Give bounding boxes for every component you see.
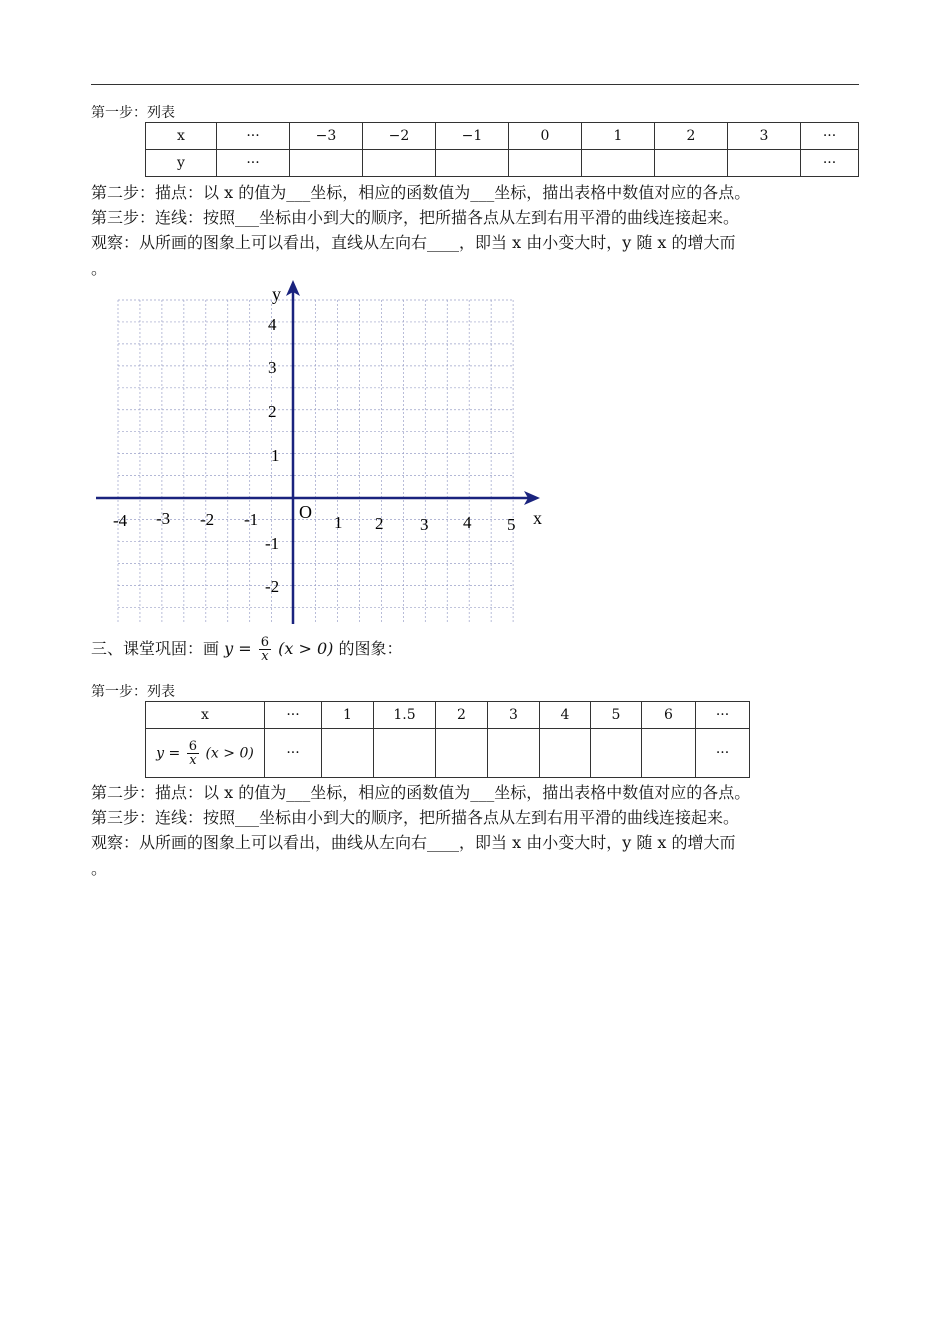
table-cell: 0 bbox=[509, 123, 582, 150]
table-cell: ··· bbox=[265, 729, 322, 778]
heading-y: y bbox=[224, 639, 234, 658]
heading-prefix: 三、课堂巩固：画 bbox=[91, 639, 220, 658]
frac-denominator: x bbox=[261, 649, 269, 664]
table-cell: 2 bbox=[655, 123, 728, 150]
y-tick-label: 2 bbox=[268, 402, 277, 421]
table-cell: ··· bbox=[801, 123, 859, 150]
table-row bbox=[146, 702, 750, 729]
table-cell: x bbox=[146, 702, 265, 729]
table-cell: y bbox=[146, 150, 217, 177]
table-row bbox=[146, 729, 750, 778]
x-tick-label: 2 bbox=[375, 514, 384, 533]
x-tick-label: 4 bbox=[463, 513, 472, 532]
x-axis-label: x bbox=[533, 508, 542, 528]
step2-text: 第二步：描点：以 x 的值为___坐标，相应的函数值为___坐标，描出表格中数值对应的各点。 bbox=[91, 183, 751, 202]
table-cell bbox=[436, 729, 488, 778]
heading-suffix: 的图象： bbox=[338, 639, 403, 658]
heading-eq: = bbox=[238, 639, 252, 658]
observe-text: 观察：从所画的图象上可以看出，直线从左向右____，即当 x 由小变大时，y 随 x 的增大而 bbox=[91, 233, 736, 252]
table-cell bbox=[322, 729, 374, 778]
origin-label: O bbox=[299, 502, 312, 522]
x-tick-label: 3 bbox=[420, 515, 429, 534]
table-cell bbox=[488, 729, 540, 778]
y-tick-label: 1 bbox=[271, 446, 280, 465]
step1-label: 第一步：列表 bbox=[91, 105, 175, 121]
table-cell: 5 bbox=[591, 702, 642, 729]
gridlines bbox=[118, 300, 513, 624]
observe-text: 观察：从所画的图象上可以看出，曲线从左向右____，即当 x 由小变大时，y 随 x 的增大而 bbox=[91, 833, 736, 852]
table-cell bbox=[642, 729, 696, 778]
table-cell: 4 bbox=[540, 702, 591, 729]
table-cell: −1 bbox=[436, 123, 509, 150]
y-axis-label: y bbox=[272, 284, 281, 304]
frac-denominator: x bbox=[189, 752, 197, 768]
table-cell: ··· bbox=[801, 150, 859, 177]
table-cell: x bbox=[146, 123, 217, 150]
function-cell bbox=[146, 729, 265, 778]
table-cell: ··· bbox=[265, 702, 322, 729]
x-tick-label: -2 bbox=[200, 510, 215, 529]
table-cell bbox=[540, 729, 591, 778]
table-cell bbox=[591, 729, 642, 778]
table-cell: 1 bbox=[582, 123, 655, 150]
x-tick-label: -1 bbox=[244, 510, 259, 529]
coordinate-grid bbox=[0, 0, 950, 640]
section3-heading bbox=[91, 636, 403, 663]
observe-end: 。 bbox=[91, 859, 108, 878]
table-cell: 2 bbox=[436, 702, 488, 729]
cell-condition: (x > 0) bbox=[205, 745, 254, 761]
x-tick-label: 5 bbox=[507, 515, 516, 534]
step2-text: 第二步：描点：以 x 的值为___坐标，相应的函数值为___坐标，描出表格中数值对应的各点。 bbox=[91, 783, 751, 802]
x-tick-label: -3 bbox=[156, 509, 171, 528]
table-cell: −2 bbox=[363, 123, 436, 150]
cell-fraction bbox=[187, 740, 199, 767]
table-cell: ··· bbox=[696, 729, 750, 778]
step3-text: 第三步：连线：按照___坐标由小到大的顺序，把所描各点从左到右用平滑的曲线连接起来。 bbox=[91, 208, 740, 227]
heading-fraction bbox=[259, 636, 271, 663]
y-tick-label: -2 bbox=[265, 577, 280, 596]
table-cell: ··· bbox=[217, 150, 290, 177]
table-cell: 6 bbox=[642, 702, 696, 729]
table-cell: 3 bbox=[728, 123, 801, 150]
x-tick-label: 1 bbox=[334, 513, 343, 532]
table-cell: ··· bbox=[696, 702, 750, 729]
value-table-2 bbox=[145, 701, 750, 778]
y-tick-label: -1 bbox=[265, 534, 280, 553]
y-tick-label: 4 bbox=[268, 315, 277, 334]
x-tick-label: -4 bbox=[113, 511, 128, 530]
table-cell: ··· bbox=[217, 123, 290, 150]
table-cell: 3 bbox=[488, 702, 540, 729]
cell-eq: = bbox=[168, 745, 181, 761]
cell-y: y bbox=[156, 745, 165, 761]
table-cell: 1 bbox=[322, 702, 374, 729]
step1-label: 第一步：列表 bbox=[91, 684, 175, 700]
heading-condition: (x > 0) bbox=[278, 639, 334, 658]
table-cell bbox=[374, 729, 436, 778]
table-cell: −3 bbox=[290, 123, 363, 150]
y-tick-label: 3 bbox=[268, 358, 277, 377]
observe-end: 。 bbox=[91, 259, 108, 278]
frac-numerator: 6 bbox=[188, 738, 198, 754]
table-cell: 1.5 bbox=[374, 702, 436, 729]
frac-numerator: 6 bbox=[260, 635, 270, 650]
step3-text: 第三步：连线：按照___坐标由小到大的顺序，把所描各点从左到右用平滑的曲线连接起来。 bbox=[91, 808, 740, 827]
